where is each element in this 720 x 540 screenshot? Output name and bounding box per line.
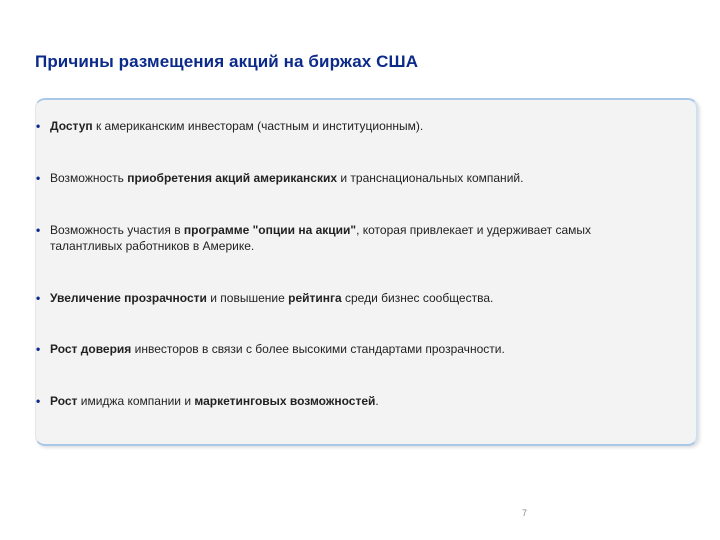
- bullet-text: Увеличение прозрачности и повышение рейтинга среди бизнес сообщества.: [50, 291, 494, 305]
- bullet-marker: •: [36, 171, 41, 185]
- bullet-marker: •: [36, 394, 41, 408]
- bullet-text: Рост имиджа компании и маркетинговых возможностей.: [50, 394, 379, 408]
- bullet-marker: •: [36, 291, 41, 305]
- bullet-item-acquisition: [36, 170, 676, 186]
- bullet-item-trust: [36, 341, 676, 357]
- bullet-item-access: [36, 118, 676, 134]
- bullet-text: Возможность приобретения акций американских и транснациональных компаний.: [50, 171, 524, 185]
- bullet-marker: •: [36, 119, 41, 133]
- bullet-item-stock-options: [36, 222, 664, 254]
- bullet-marker: •: [36, 342, 41, 356]
- bullet-marker: •: [36, 223, 41, 237]
- page-number: 7: [522, 508, 528, 518]
- bullet-item-transparency: [36, 290, 676, 306]
- bullet-text: Доступ к американским инвесторам (частным и институционным).: [50, 119, 424, 133]
- slide-title: Причины размещения акций на биржах США: [35, 52, 419, 71]
- bullet-text: Возможность участия в программе "опции на акции", которая привлекает и удерживает самых талантливых работников в Америке.: [50, 223, 592, 253]
- bullet-text: Рост доверия инвесторов в связи с более высокими стандартами прозрачности.: [50, 342, 505, 356]
- bullet-item-image: [36, 393, 676, 409]
